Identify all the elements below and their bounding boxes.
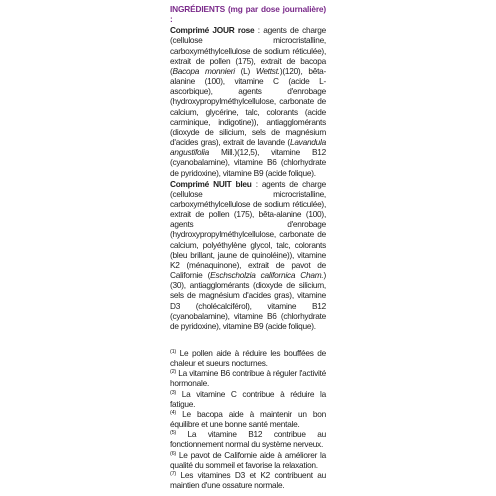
footnote xyxy=(170,409,326,429)
footnote xyxy=(170,368,326,388)
footnote-text: La vitamine B6 contribue à réguler l'activité hormonale. xyxy=(170,368,326,389)
footnote-text: La vitamine C contribue à réduire la fatigue. xyxy=(170,388,326,409)
footnote-mark: (4) xyxy=(170,409,176,416)
day-tablet-text: : agents de charge (cellulose microcristalline, carboxyméthylcellulose de sodium réticulée), extrait de pollen (175), extrait de bacopa (Bacopa monnieri (L) Wettst.)(120), bêta-alanine (100), vitamine C (acide L-ascorbique), agents d'enrobage (hydroxypropylméthylcellulose, carbonate de calcium, glycérine, talc, colorants (acide carminique, indigotine)), antiagglomérants (dioxyde de silicium, sels de magnésium d'acides gras), extrait de lavande (Lavandula angustifolia Mill.)(12,5), vitamine B12 (cyanobalamine), vitamine B6 (chlorhydrate de pyridoxine), vitamine B9 (acide folique). xyxy=(170,25,326,178)
day-tablet-title: Comprimé JOUR rose xyxy=(170,25,255,36)
footnote xyxy=(170,429,326,449)
night-tablet-ingredients xyxy=(170,179,326,331)
footnote xyxy=(170,470,326,490)
footnote xyxy=(170,389,326,409)
footnote-mark: (2) xyxy=(170,369,176,376)
day-tablet-ingredients xyxy=(170,25,326,177)
ingredients-heading: INGRÉDIENTS (mg par dose journalière) : xyxy=(170,4,326,25)
footnote-text: Le pollen aide à réduire les bouffées de chaleur et sueurs nocturnes. xyxy=(170,348,326,369)
footnote-text: Le bacopa aide à maintenir un bon équilibre et une bonne santé mentale. xyxy=(170,408,326,430)
night-tablet-text: : agents de charge (cellulose microcristalline, carboxyméthylcellulose de sodium réticulée), extrait de pollen (175), bêta-alanine (100), agents d'enrobage (hydroxypropylméthylcellulose, carbonate de calcium, polyéthylène glycol, talc, colorants (bleu brillant, jaune de quinoléine)), vitamine K2 (ménaquinone), extrait de pavot de Californie (Eschscholzia californica Cham.) (30), antiagglomérants (dioxyde de silicium, sels de magnésium d'acides gras), vitamine D3 (cholécalciférol), vitamine B12 (cyanobalamine), vitamine B6 (chlorhydrate de pyridoxine), vitamine B9 (acide folique). xyxy=(170,178,326,331)
footnote-mark: (3) xyxy=(170,389,176,396)
footnote xyxy=(170,348,326,368)
footnote xyxy=(170,450,326,470)
footnotes xyxy=(170,348,326,490)
footnote-text: La vitamine B12 contribue au fonctionnement normal du système nerveux. xyxy=(170,429,326,450)
footnote-mark: (1) xyxy=(170,349,176,355)
night-tablet-title: Comprimé NUIT bleu xyxy=(170,178,252,189)
footnote-mark: (5) xyxy=(170,430,176,437)
ingredients-panel xyxy=(170,4,326,490)
footnote-mark: (6) xyxy=(170,450,176,457)
footnote-text: Le pavot de Californie aide à améliorer la qualité du sommeil et favorise la relaxation. xyxy=(170,449,326,470)
footnote-mark: (7) xyxy=(170,470,176,477)
footnote-text: Les vitamines D3 et K2 contribuent au maintien d'une ossature normale. xyxy=(170,469,326,491)
